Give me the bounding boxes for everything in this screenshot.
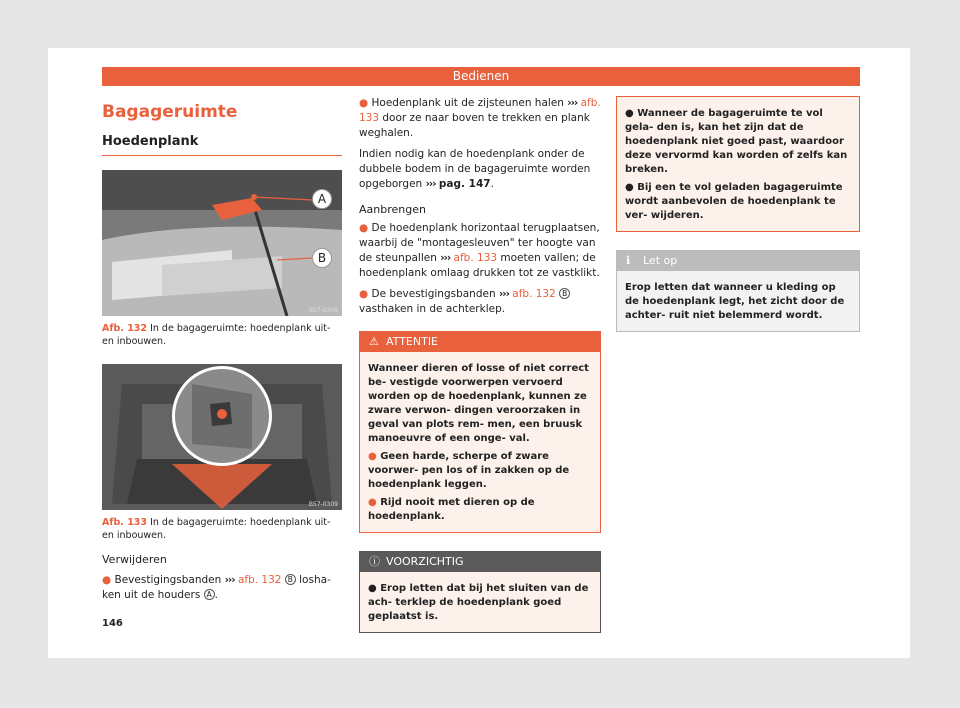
- bullet-text: De hoedenplank horizontaal terugplaatsen, waarbij de "montagesleuven" ter hoogte van de steunpallen: [359, 222, 600, 264]
- badge-a: A: [204, 589, 215, 600]
- storage-paragraph: [359, 147, 601, 192]
- note-header: [617, 251, 859, 271]
- caption-ref: Afb. 133: [102, 517, 148, 528]
- bullet-dot: ●: [359, 97, 369, 109]
- info-square-icon: ℹ: [626, 254, 631, 267]
- section-subtitle: Hoedenplank: [102, 134, 342, 156]
- page-number: 146: [102, 618, 123, 629]
- voorzichtig-title: VOORZICHTIG: [386, 555, 464, 568]
- link-arrows: ›››: [498, 288, 509, 300]
- bullet-text: Erop letten dat bij het sluiten van de ach- terklep de hoedenplank goed geplaatst is.: [368, 583, 589, 622]
- caption-text: In de bagageruimte: hoedenplank uit- en inbouwen.: [102, 323, 331, 347]
- bullet-text: Bij een te vol geladen bagageruimte wordt aanbevolen de hoedenplank te ver- wijderen.: [625, 182, 843, 221]
- bullet-dot: ●: [625, 182, 634, 193]
- overload-warning-body: [617, 97, 859, 231]
- page-link[interactable]: pag. 147: [438, 178, 491, 190]
- link-arrows: ›››: [224, 574, 235, 586]
- attentie-title: ATTENTIE: [386, 335, 439, 348]
- trunk-interior-illustration: [102, 364, 342, 510]
- caption-text: In de bagageruimte: hoedenplank uit- en inbouwen.: [102, 517, 331, 541]
- bullet-dot: ●: [102, 574, 112, 586]
- paragraph-text: Indien nodig kan de hoedenplank onder de dubbele bodem in de bagageruimte worden opgeborgen: [359, 148, 591, 190]
- figure-link[interactable]: afb. 132: [512, 288, 556, 300]
- bullet-text: moeten vallen; de hoedenplank omlaag drukken tot ze vastklikt.: [359, 252, 600, 279]
- page-title: Bagageruimte: [102, 102, 238, 122]
- link-arrows: ›››: [425, 178, 436, 190]
- bullet-text: door ze naar boven te trekken en plank weghalen.: [359, 112, 590, 139]
- bullet-install-plank: [359, 221, 601, 281]
- bullet-text: De bevestigingsbanden: [371, 288, 496, 300]
- bullet-dot: ●: [368, 583, 377, 594]
- callout-a: A: [312, 189, 332, 209]
- link-arrows: ›››: [567, 97, 578, 109]
- bullet-text: Geen harde, scherpe of zware voorwer- pen los of in zakken op de hoedenplank leggen.: [368, 451, 570, 490]
- note-text: Erop letten dat wanneer u kleding op de hoedenplank legt, het zicht door de achter- ruit niet belemmerd wordt.: [625, 282, 845, 321]
- bullet-dot: ●: [359, 222, 369, 234]
- info-circle-icon: ⓘ: [369, 555, 380, 568]
- badge-b: B: [559, 288, 570, 299]
- figure-133-caption: [102, 516, 342, 542]
- figure-link[interactable]: afb. 133: [359, 97, 601, 124]
- attentie-box: [359, 331, 601, 533]
- note-box: [616, 250, 860, 332]
- voorzichtig-body: [360, 572, 600, 632]
- remove-bullet: [102, 573, 342, 603]
- attentie-bullet-2: [368, 496, 592, 524]
- bullet-text: losha- ken uit de houders: [102, 574, 331, 601]
- install-title: Aanbrengen: [359, 203, 426, 216]
- bullet-dot: ●: [359, 288, 369, 300]
- overload-warning-box: [616, 96, 860, 232]
- bullet-attach-straps: [359, 287, 601, 317]
- figure-link[interactable]: afb. 132: [237, 574, 282, 586]
- note-title: Let op: [643, 254, 678, 267]
- badge-b: B: [285, 574, 296, 585]
- figure-code: B57-0309: [308, 501, 338, 508]
- overload-bullet-1: [625, 107, 851, 177]
- column-1: [102, 98, 342, 603]
- attentie-text: Wanneer dieren of losse of niet correct be- vestigde voorwerpen vervoerd worden op de hoedenplank, kunnen ze zware verwon- dingen veroorzaken in geval van plots rem- men, een bruusk manoeuvre of een onge- val.: [368, 363, 589, 444]
- caption-ref: Afb. 132: [102, 323, 148, 334]
- bullet-end: .: [214, 589, 218, 601]
- figure-132-caption: [102, 322, 342, 348]
- trunk-lid-illustration: [102, 170, 342, 316]
- bullet-text: Rijd nooit met dieren op de hoedenplank.: [368, 497, 535, 522]
- attentie-bullet-1: [368, 450, 592, 492]
- voorzichtig-box: [359, 551, 601, 633]
- bullet-remove-plank: [359, 96, 601, 141]
- attentie-header: [360, 332, 600, 352]
- callout-b: B: [312, 248, 332, 268]
- figure-code: B57-0308: [308, 307, 338, 314]
- bullet-text: Wanneer de bagageruimte te vol gela- den is, kan het zijn dat de hoedenplank niet goed past, waardoor deze vervormd kan worden of zelfs kan breken.: [625, 108, 848, 175]
- bullet-text: vasthaken in de achterklep.: [359, 303, 506, 315]
- voorzichtig-bullet-1: [368, 582, 592, 624]
- note-body: [617, 271, 859, 331]
- bullet-dot: ●: [368, 451, 377, 462]
- section-band: Bedienen: [102, 67, 860, 86]
- bullet-text: Hoedenplank uit de zijsteunen halen: [371, 97, 564, 109]
- voorzichtig-header: [360, 552, 600, 572]
- link-arrows: ›››: [440, 252, 451, 264]
- column-3: [616, 96, 860, 332]
- column-2: [359, 96, 601, 633]
- warning-triangle-icon: ⚠: [369, 335, 379, 348]
- manual-page: [48, 48, 910, 658]
- figure-132: [102, 170, 342, 316]
- bullet-dot: ●: [368, 497, 377, 508]
- paragraph-end: .: [490, 178, 494, 190]
- attentie-body: [360, 352, 600, 532]
- figure-link[interactable]: afb. 133: [453, 252, 498, 264]
- remove-title: Verwijderen: [102, 553, 167, 566]
- bullet-text: Bevestigingsbanden: [114, 574, 222, 586]
- overload-bullet-2: [625, 181, 851, 223]
- figure-133: [102, 364, 342, 510]
- bullet-dot: ●: [625, 108, 634, 119]
